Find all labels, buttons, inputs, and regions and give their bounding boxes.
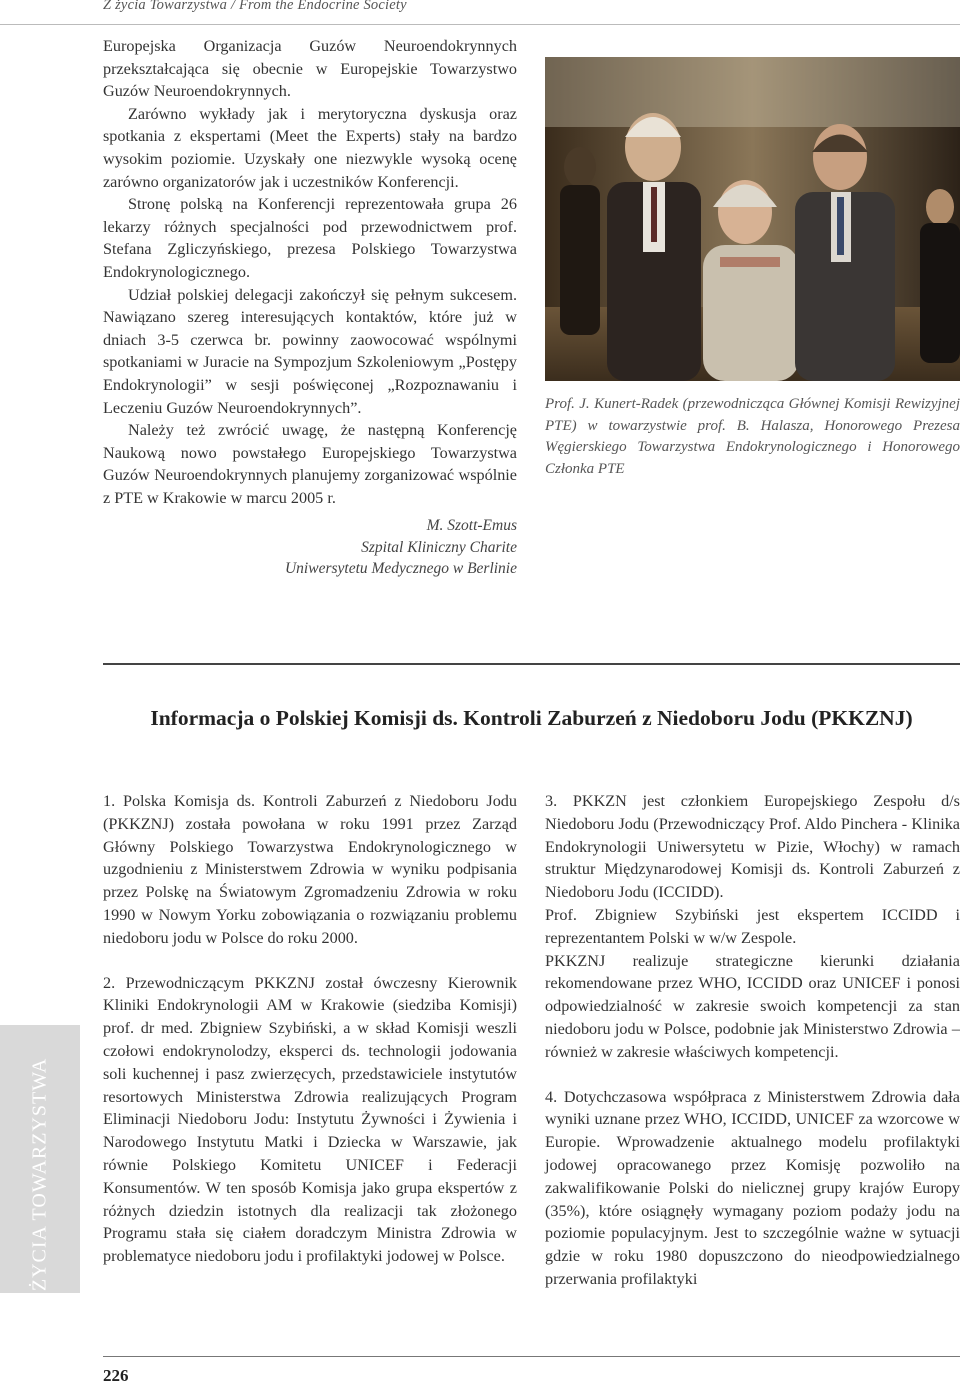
paragraph: PKKZNJ realizuje strategiczne kierunki działania rekomendowane przez WHO, ICCIDD oraz UNICEF i ponosi odpowiedzialność w zakresie swoich kompetencji za stan niedoboru jodu w Polsce, podobnie jak Ministerstwo Zdrowia – również w zakresie właściwych kompetencji. [545,951,960,1061]
running-header [0,0,960,25]
paragraph: Stronę polską na Konferencji reprezentowała grupa 26 lekarzy różnych specjalności pod przewodnictwem prof. Stefana Zgliczyńskiego, prezesa Polskiego Towarzystwa Endokrynologicznego. [103,195,517,281]
section-divider [103,663,960,665]
section-title: Informacja o Polskiej Komisji ds. Kontroli Zaburzeń z Niedoboru Jodu (PKKZNJ) [150,706,913,730]
author-affiliation: Szpital Kliniczny Charite [361,538,517,556]
photo-caption: Prof. J. Kunert-Radek (przewodnicząca Głównej Komisji Rewizyjnej PTE) w towarzystwie prof. B. Halasza, Honorowego Prezesa Węgierskiego Towarzystwa Endokrynologicznego i Honorowego Członka PTE [545,396,960,477]
running-title: Z życia Towarzystwa / From the Endocrine Society [103,0,407,13]
paragraph: 3. PKKZN jest członkiem Europejskiego Zespołu d/s Niedoboru Jodu (Przewodniczący Prof. Aldo Pinchera - Klinika Endokrynologii Uniwersytetu w Pizie, Włochy) w ramach struktur Międzynarodowej Komisji ds. Kontroli Zaburzeń z Niedoboru Jodu (ICCIDD). [545,792,960,902]
author-signature [103,515,517,580]
paragraph: 2. Przewodniczącym PKKZNJ został ówczesny Kierownik Kliniki Endokrynologii AM w Krakowie (siedziba Komisji) prof. dr med. Zbigniew Szybiński, a w skład Komisji weszli czołowi endokrynolodzy, eksperci ds. technologii jodowania soli kuchennej i pasz zwierzęcych, przedstawiciele instytutów resortowych Ministerstwa Zdrowia realizujących Program Eliminacji Niedoboru Jodu: Instytutu Żywności i Żywienia i Narodowego Instytutu Matki i Dziecka w Warszawie, jak równie Polskiego Komitetu UNICEF i Federacji Konsumentów. W ten sposób Komisja jako grupa ekspertów z różnych dziedzin istotnych dla realizacji tak złożonego Programu stała się ciałem doradczym Ministra Zdrowia w problematyce niedoboru jodu i profilaktyki jodowej w Polsce. [103,973,517,1266]
paragraph: Prof. Zbigniew Szybiński jest ekspertem ICCIDD i reprezentantem Polski w w/w Zespole. [545,905,960,947]
paragraph: Europejska Organizacja Guzów Neuroendokrynnych przekształcająca się obecnie w Europejskie Towarzystwo Guzów Neuroendokrynnych. [103,37,517,101]
footer-rule [103,1356,960,1357]
author-affiliation: Uniwersytetu Medycznego w Berlinie [284,560,517,578]
paragraph: Udział polskiej delegacji zakończył się pełnym sukcesem. Nawiązano szereg interesujących kontaktów, które już w dniach 3-5 czerwca br. powinny zaowocować wspólnymi spotkaniami w Juracie na Sympozjum Szkoleniowym „Postępy Endokrynologii” w sesji poświęconej „Rozpoznawaniu i Leczeniu Guzów Neuroendokrynnych”. [103,285,517,417]
paragraph: 4. Dotychczasowa współpraca z Ministerstwem Zdrowia dała wyniki uznane przez WHO, ICCIDD, UNICEF za wzorcowe w Europie. Wprowadzenie aktualnego modelu profilaktyki jodowej opracowanego przez Komisję pozwoliło na zakwalifikowanie Polski do nielicznej grupy krajów Europy (35%), które osiągnęły wymagany poziom podaży jodu na poziomie populacyjnym. Jest to szczególnie ważne w sytuacji gdzie w roku 1980 dopuszczono do nieodpowiedzialnego przerwania profilaktyki [545,1087,960,1288]
section-side-tab [0,1025,80,1311]
side-tab-label: Z ŻYCIA TOWARZYSTWA [28,1057,51,1311]
author-name: M. Szott-Emus [426,517,517,535]
group-photo [545,57,960,381]
page-number: 226 [103,1366,129,1385]
paragraph: Zarówno wykłady jak i merytoryczna dyskusja oraz spotkania z ekspertami (Meet the Experts) stały na bardzo wysokim poziomie. Uzyskały one niezwykle wysoką ocenę zarówno organizatorów jak i uczestników Konferencji. [103,104,517,191]
paragraph: 1. Polska Komisja ds. Kontroli Zaburzeń z Niedoboru Jodu (PKKZNJ) została powołana w roku 1991 przez Zarząd Główny Polskiego Towarzystwa Endokrynologicznego w uzgodnieniu z Ministerstwem Zdrowia w wyniku podpisania przez Polskę na Światowym Zgromadzeniu Zdrowia w roku 1990 w Nowym Yorku zobowiązania o rozwiązaniu problemu niedoboru jodu w Polsce do roku 2000. [103,792,517,947]
paragraph: Należy też zwrócić uwagę, że następną Konferencję Naukową nowo powstałego Europejskiego Towarzystwa Guzów Neuroendokrynnych planujemy zorganizować wspólnie z PTE w Krakowie w marcu 2005 r. [103,421,517,507]
article-bottom-left-column [103,790,517,1268]
article-bottom-right-column [545,790,960,1291]
article-top-left-column [103,35,517,580]
